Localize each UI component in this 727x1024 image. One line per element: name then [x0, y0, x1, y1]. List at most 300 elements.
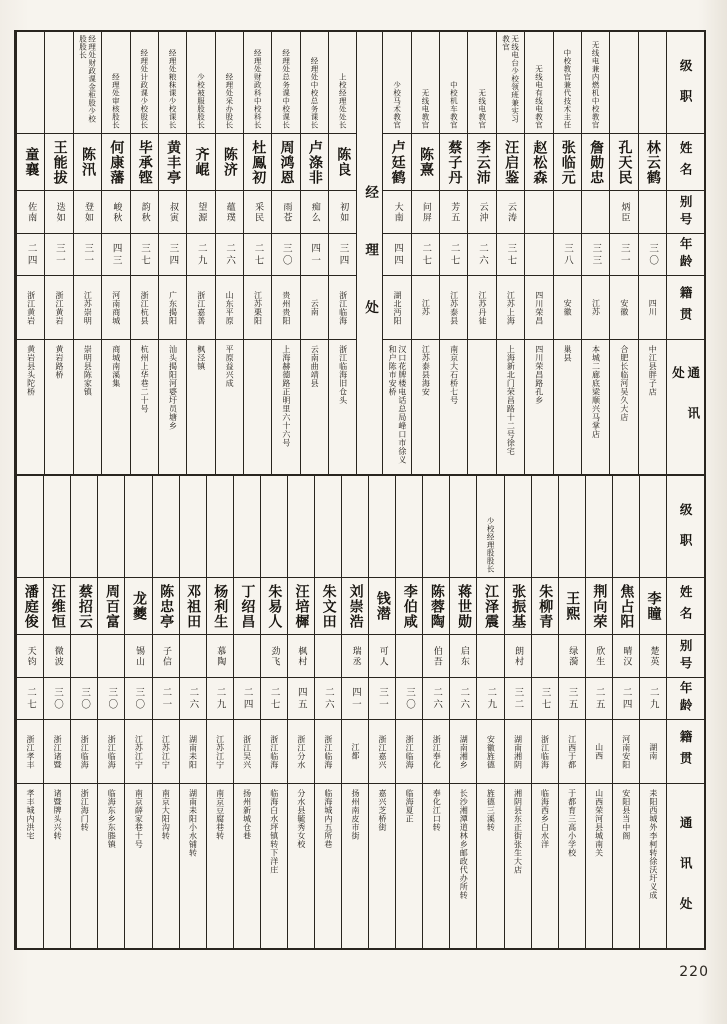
name-cell: 齐崐 [187, 134, 214, 191]
header-name: 姓名 [667, 134, 704, 191]
address-cell: 南京大石桥七号 [449, 345, 459, 405]
person-column [260, 476, 287, 948]
alias-cell: 蕴璞 [216, 191, 243, 234]
rank-cell [153, 476, 179, 578]
alias-cell [639, 191, 666, 234]
person-column [287, 476, 314, 948]
native-place-cell: 江苏江宁 [207, 720, 233, 784]
rank-cell [288, 476, 314, 578]
person-column [130, 32, 158, 474]
address-cell: 湘阴县东正街张生大店 [513, 789, 523, 874]
person-column [158, 32, 186, 474]
native-place-cell: 安徽 [554, 276, 581, 340]
address-cell: 合肥长临河吴久大店 [619, 345, 629, 422]
header-native: 籍贯 [667, 276, 704, 340]
age-cell: 二六 [468, 234, 495, 276]
rank-cell: 经理处总务课中校课长 [272, 32, 299, 134]
rank-cell [610, 32, 637, 134]
alias-cell: 峻秋 [102, 191, 129, 234]
address-cell: 杭州上华巷二十号 [140, 345, 150, 413]
person-column [411, 32, 439, 474]
address-cell: 分水县毓秀女校 [296, 789, 306, 849]
alias-cell: 芳五 [440, 191, 467, 234]
roster-section-bottom [16, 476, 704, 948]
alias-cell: 瑞丞 [342, 635, 368, 678]
name-cell: 汪启鉴 [497, 134, 524, 191]
row-header-column [666, 476, 704, 948]
native-place-cell: 浙江临海 [532, 720, 558, 784]
native-place-cell: 江苏江宁 [153, 720, 179, 784]
address-cell: 四川荣昌路孔乡 [534, 345, 544, 405]
rank-cell [17, 32, 44, 134]
person-column [639, 476, 666, 948]
age-cell [525, 234, 552, 276]
name-cell: 焦占阳 [613, 578, 639, 635]
name-cell: 林云鹤 [639, 134, 666, 191]
native-place-cell: 湖北沔阳 [383, 276, 410, 340]
header-age: 年龄 [667, 234, 704, 276]
alias-cell [532, 635, 558, 678]
rank-cell [559, 476, 585, 578]
rank-cell: 少校经理股股长 [477, 476, 503, 578]
department-divider: 经理处 [356, 32, 382, 474]
address-cell: 南京大阳沟转 [161, 789, 171, 840]
address-cell [468, 340, 495, 474]
header-native: 籍贯 [667, 720, 704, 784]
person-column [328, 32, 356, 474]
age-cell: 二六 [450, 678, 476, 720]
age-cell: 二七 [17, 678, 43, 720]
native-place-cell: 湖南耒阳 [180, 720, 206, 784]
person-column [101, 32, 129, 474]
address-cell: 南京豆腐巷转 [215, 789, 225, 840]
age-cell: 四四 [383, 234, 410, 276]
address-cell: 临海城内五所巷 [323, 789, 333, 849]
alias-cell [396, 635, 422, 678]
person-column [476, 476, 503, 948]
native-place-cell: 广东揭阳 [159, 276, 186, 340]
name-cell: 陈蓉陶 [423, 578, 449, 635]
rank-cell: 无线电教官 [412, 32, 439, 134]
rank-cell [505, 476, 531, 578]
alias-cell: 欣生 [586, 635, 612, 678]
person-column [70, 476, 97, 948]
native-place-cell: 江苏上海 [497, 276, 524, 340]
age-cell: 三四 [329, 234, 356, 276]
native-place-cell: 江苏江宁 [125, 720, 151, 784]
name-cell: 周鸿恩 [272, 134, 299, 191]
native-place-cell: 浙江临海 [329, 276, 356, 340]
alias-cell [180, 635, 206, 678]
rank-cell [44, 476, 70, 578]
name-cell: 汪维恒 [44, 578, 70, 635]
alias-cell [554, 191, 581, 234]
person-column [233, 476, 260, 948]
rank-cell: 少校被服股股长 [187, 32, 214, 134]
alias-cell: 望源 [187, 191, 214, 234]
person-column [609, 32, 637, 474]
rank-cell [261, 476, 287, 578]
alias-cell: 楚英 [640, 635, 666, 678]
age-cell: 二九 [477, 678, 503, 720]
alias-cell: 伯吾 [423, 635, 449, 678]
address-cell: 平原益兴成 [225, 345, 235, 388]
address-cell: 嘉兴芝桥街 [378, 789, 388, 832]
address-cell: 孝丰城内洪宅 [26, 789, 36, 840]
address-cell: 中江县胖子店 [648, 345, 658, 396]
alias-cell: 叔寅 [159, 191, 186, 234]
alias-cell: 天钧 [17, 635, 43, 678]
age-cell: 三三 [582, 234, 609, 276]
native-place-cell: 浙江临海 [261, 720, 287, 784]
native-place-cell: 安徽 [610, 276, 637, 340]
person-column [612, 476, 639, 948]
rank-cell: 经理处采办股长 [216, 32, 243, 134]
age-cell: 三二 [505, 678, 531, 720]
alias-cell: 佐南 [17, 191, 44, 234]
alias-cell: 可人 [369, 635, 395, 678]
address-cell: 长沙湘潭道林乡邮政代办所转 [459, 789, 469, 900]
person-column [553, 32, 581, 474]
address-cell: 临海白水坪镇转下洋庄 [269, 789, 279, 874]
alias-cell: 云涛 [497, 191, 524, 234]
person-column [422, 476, 449, 948]
person-column [449, 476, 476, 948]
address-cell: 本城二廊底梁顺兴马掌店 [591, 345, 601, 439]
address-cell: 巢县 [563, 345, 573, 362]
address-cell: 浙江临海旧仓头 [338, 345, 348, 405]
alias-cell: 劲飞 [261, 635, 287, 678]
native-place-cell: 浙江奉化 [423, 720, 449, 784]
rank-cell: 无线电台少校领班兼实习教官 [497, 32, 524, 134]
address-cell: 商城南溪集 [111, 345, 121, 388]
roster-section-top [16, 32, 704, 476]
address-cell: 汕头揭阳河婆圩员塘乡 [168, 345, 178, 430]
header-age: 年龄 [667, 678, 704, 720]
name-cell: 詹勋忠 [582, 134, 609, 191]
age-cell: 二七 [440, 234, 467, 276]
address-cell: 临海东乡东塍镇 [107, 789, 117, 849]
address-cell: 临海西乡白水洋 [540, 789, 550, 849]
alias-cell: 大南 [383, 191, 410, 234]
alias-cell: 登如 [74, 191, 101, 234]
name-cell: 蒋世勋 [450, 578, 476, 635]
rank-cell: 中校机车教官 [440, 32, 467, 134]
rank-cell [98, 476, 124, 578]
header-rank: 级职 [667, 476, 704, 578]
person-column [152, 476, 179, 948]
address-cell: 江苏泰县海安 [421, 345, 431, 396]
address-cell: 枫泾镇 [196, 345, 206, 371]
header-alias: 别号 [667, 191, 704, 234]
address-cell: 扬州新城仓巷 [242, 789, 252, 840]
rank-cell [207, 476, 233, 578]
native-place-cell: 四川 [639, 276, 666, 340]
alias-cell: 痴么 [301, 191, 328, 234]
person-column [97, 476, 124, 948]
address-cell: 山西荣河县城南关 [594, 789, 604, 857]
address-cell: 耒阳西城外李柯转徐沃圩义成 [648, 789, 658, 900]
address-cell: 临海夏正 [405, 789, 415, 823]
rank-cell: 经理处财政课金柜股少校股股长 [74, 32, 101, 134]
name-cell: 陈济 [216, 134, 243, 191]
rank-cell [17, 476, 43, 578]
age-cell: 三一 [369, 678, 395, 720]
native-place-cell: 江都 [342, 720, 368, 784]
native-place-cell: 云南 [301, 276, 328, 340]
person-column [300, 32, 328, 474]
alias-cell: 晴汉 [613, 635, 639, 678]
roster-table [14, 30, 706, 950]
age-cell: 二六 [423, 678, 449, 720]
age-cell: 二六 [315, 678, 341, 720]
name-cell: 潘庭俊 [17, 578, 43, 635]
rank-cell [639, 32, 666, 134]
age-cell: 二七 [261, 678, 287, 720]
age-cell: 二九 [207, 678, 233, 720]
age-cell: 二六 [216, 234, 243, 276]
rank-cell [45, 32, 72, 134]
alias-cell [477, 635, 503, 678]
rank-cell [342, 476, 368, 578]
rank-cell [396, 476, 422, 578]
person-column [243, 32, 271, 474]
name-cell: 陈良 [329, 134, 356, 191]
age-cell: 三一 [610, 234, 637, 276]
age-cell: 二七 [412, 234, 439, 276]
alias-cell: 枫村 [288, 635, 314, 678]
age-cell: 三五 [559, 678, 585, 720]
name-cell: 江泽震 [477, 578, 503, 635]
address-cell: 崇明县陈家镇 [83, 345, 93, 396]
age-cell: 三〇 [272, 234, 299, 276]
alias-cell: 子信 [153, 635, 179, 678]
native-place-cell: 浙江杭县 [131, 276, 158, 340]
row-header-column [666, 32, 704, 474]
native-place-cell: 四川荣昌 [525, 276, 552, 340]
age-cell: 四一 [342, 678, 368, 720]
person-column [16, 476, 43, 948]
alias-cell [525, 191, 552, 234]
person-column [439, 32, 467, 474]
person-column [341, 476, 368, 948]
age-cell: 三〇 [71, 678, 97, 720]
address-cell [244, 340, 271, 474]
rank-cell [234, 476, 260, 578]
address-cell: 上海新北门荣昌路十二号徐宅 [506, 345, 516, 456]
native-place-cell: 浙江分水 [288, 720, 314, 784]
age-cell: 三〇 [125, 678, 151, 720]
age-cell: 二四 [613, 678, 639, 720]
name-cell: 钱潜 [369, 578, 395, 635]
person-column [496, 32, 524, 474]
name-cell: 杨利生 [207, 578, 233, 635]
address-cell: 上海赫德路正明里六十六号 [281, 345, 291, 447]
age-cell: 四五 [288, 678, 314, 720]
person-column [186, 32, 214, 474]
alias-cell [98, 635, 124, 678]
person-column [73, 32, 101, 474]
rank-cell [71, 476, 97, 578]
age-cell: 四一 [301, 234, 328, 276]
rank-cell: 上校经理处处长 [329, 32, 356, 134]
name-cell: 赵松森 [525, 134, 552, 191]
person-column [504, 476, 531, 948]
age-cell: 二九 [187, 234, 214, 276]
person-column [524, 32, 552, 474]
name-cell: 陈忠亭 [153, 578, 179, 635]
rank-cell [532, 476, 558, 578]
native-place-cell: 浙江吴兴 [234, 720, 260, 784]
native-place-cell: 浙江孝丰 [17, 720, 43, 784]
age-cell: 二四 [234, 678, 260, 720]
native-place-cell: 河南商城 [102, 276, 129, 340]
native-place-cell: 浙江临海 [315, 720, 341, 784]
name-cell: 卢廷鹤 [383, 134, 410, 191]
native-place-cell: 江苏 [412, 276, 439, 340]
alias-cell: 慕陶 [207, 635, 233, 678]
name-cell: 邓祖田 [180, 578, 206, 635]
person-column [395, 476, 422, 948]
rank-cell [423, 476, 449, 578]
native-place-cell: 安徽旌德 [477, 720, 503, 784]
name-cell: 毕承铿 [131, 134, 158, 191]
address-cell: 南京薛家巷十号 [134, 789, 144, 849]
address-cell: 浙江海门转 [80, 789, 90, 832]
name-cell: 王熙 [559, 578, 585, 635]
person-column [206, 476, 233, 948]
person-column [271, 32, 299, 474]
age-cell: 三七 [131, 234, 158, 276]
native-place-cell: 湖南湘乡 [450, 720, 476, 784]
name-cell: 周百富 [98, 578, 124, 635]
rank-cell [613, 476, 639, 578]
name-cell: 张振基 [505, 578, 531, 635]
alias-cell: 锡山 [125, 635, 151, 678]
alias-cell [582, 191, 609, 234]
native-place-cell: 浙江嘉兴 [369, 720, 395, 784]
age-cell: 三一 [45, 234, 72, 276]
rank-cell [640, 476, 666, 578]
name-cell: 杜鳯初 [244, 134, 271, 191]
rank-cell: 经理处粮秣课少校课长 [159, 32, 186, 134]
rank-cell [586, 476, 612, 578]
address-cell: 诸暨牌头兴转 [53, 789, 63, 840]
native-place-cell: 浙江嘉善 [187, 276, 214, 340]
alias-cell [315, 635, 341, 678]
alias-cell: 启东 [450, 635, 476, 678]
native-place-cell: 浙江黄岩 [45, 276, 72, 340]
name-cell: 童襄 [17, 134, 44, 191]
age-cell: 四三 [102, 234, 129, 276]
native-place-cell: 江苏泰县 [440, 276, 467, 340]
name-cell: 丁绍昌 [234, 578, 260, 635]
name-cell: 王能拔 [45, 134, 72, 191]
native-place-cell: 浙江黄岩 [17, 276, 44, 340]
native-place-cell: 湖南 [640, 720, 666, 784]
rank-cell: 无线电兼内燃机中校教官 [582, 32, 609, 134]
header-address: 通讯处 [670, 366, 701, 447]
alias-cell: 云沖 [468, 191, 495, 234]
person-column [531, 476, 558, 948]
rank-cell: 无线电教官 [468, 32, 495, 134]
age-cell: 二四 [17, 234, 44, 276]
rank-cell [125, 476, 151, 578]
native-place-cell: 浙江临海 [98, 720, 124, 784]
native-place-cell: 山西 [586, 720, 612, 784]
page-number: 220 [679, 964, 709, 980]
native-place-cell: 湖南湘阴 [505, 720, 531, 784]
alias-cell: 微波 [44, 635, 70, 678]
address-cell: 安阳县当中阁 [621, 789, 631, 840]
age-cell: 三〇 [44, 678, 70, 720]
rank-cell: 经理处计政课少校股长 [131, 32, 158, 134]
name-cell: 孔天民 [610, 134, 637, 191]
age-cell: 三〇 [639, 234, 666, 276]
alias-cell [71, 635, 97, 678]
rank-cell [315, 476, 341, 578]
name-cell: 蔡子丹 [440, 134, 467, 191]
rank-cell [450, 476, 476, 578]
address-cell: 汉口花牌楼电话总局峰口市徐义和户陈市安桥 [388, 345, 407, 464]
age-cell: 二六 [180, 678, 206, 720]
person-column [43, 476, 70, 948]
name-cell: 荆向荣 [586, 578, 612, 635]
person-column [368, 476, 395, 948]
alias-cell: 炳臣 [610, 191, 637, 234]
address-cell: 扬州南皮市街 [350, 789, 360, 840]
age-cell: 二一 [153, 678, 179, 720]
address-cell: 黄岩路桥 [55, 345, 64, 379]
name-cell: 何康藩 [102, 134, 129, 191]
native-place-cell: 浙江临海 [71, 720, 97, 784]
person-column [124, 476, 151, 948]
header-name: 姓名 [667, 578, 704, 635]
person-column [558, 476, 585, 948]
age-cell: 三七 [497, 234, 524, 276]
rank-cell: 中校教官兼代技术主任 [554, 32, 581, 134]
native-place-cell: 江苏 [582, 276, 609, 340]
rank-cell: 经理处财政科中校科长 [244, 32, 271, 134]
rank-cell: 少校马术教官 [383, 32, 410, 134]
address-cell: 湖南耒阳小水铺转 [188, 789, 198, 857]
name-cell: 卢涤非 [301, 134, 328, 191]
name-cell: 李云沛 [468, 134, 495, 191]
header-address: 通讯处 [678, 816, 694, 938]
person-column [581, 32, 609, 474]
rank-cell [369, 476, 395, 578]
name-cell: 汪培樨 [288, 578, 314, 635]
alias-cell: 韵秋 [131, 191, 158, 234]
age-cell: 三八 [554, 234, 581, 276]
name-cell: 张临元 [554, 134, 581, 191]
rank-cell: 经理处中校总务课长 [301, 32, 328, 134]
name-cell: 朱柳青 [532, 578, 558, 635]
address-cell: 云南曲靖县 [310, 345, 320, 388]
name-cell: 黄丰亭 [159, 134, 186, 191]
alias-cell: 绿漪 [559, 635, 585, 678]
address-cell: 于都育三高小学校 [567, 789, 577, 857]
rank-cell: 经理处审核股长 [102, 32, 129, 134]
person-column [44, 32, 72, 474]
native-place-cell: 贵州贵阳 [272, 276, 299, 340]
name-cell: 朱文田 [315, 578, 341, 635]
header-alias: 别号 [667, 635, 704, 678]
name-cell: 李瞳 [640, 578, 666, 635]
alias-cell: 朗村 [505, 635, 531, 678]
native-place-cell: 河南安阳 [613, 720, 639, 784]
address-cell: 旌德三溪转 [486, 789, 496, 832]
